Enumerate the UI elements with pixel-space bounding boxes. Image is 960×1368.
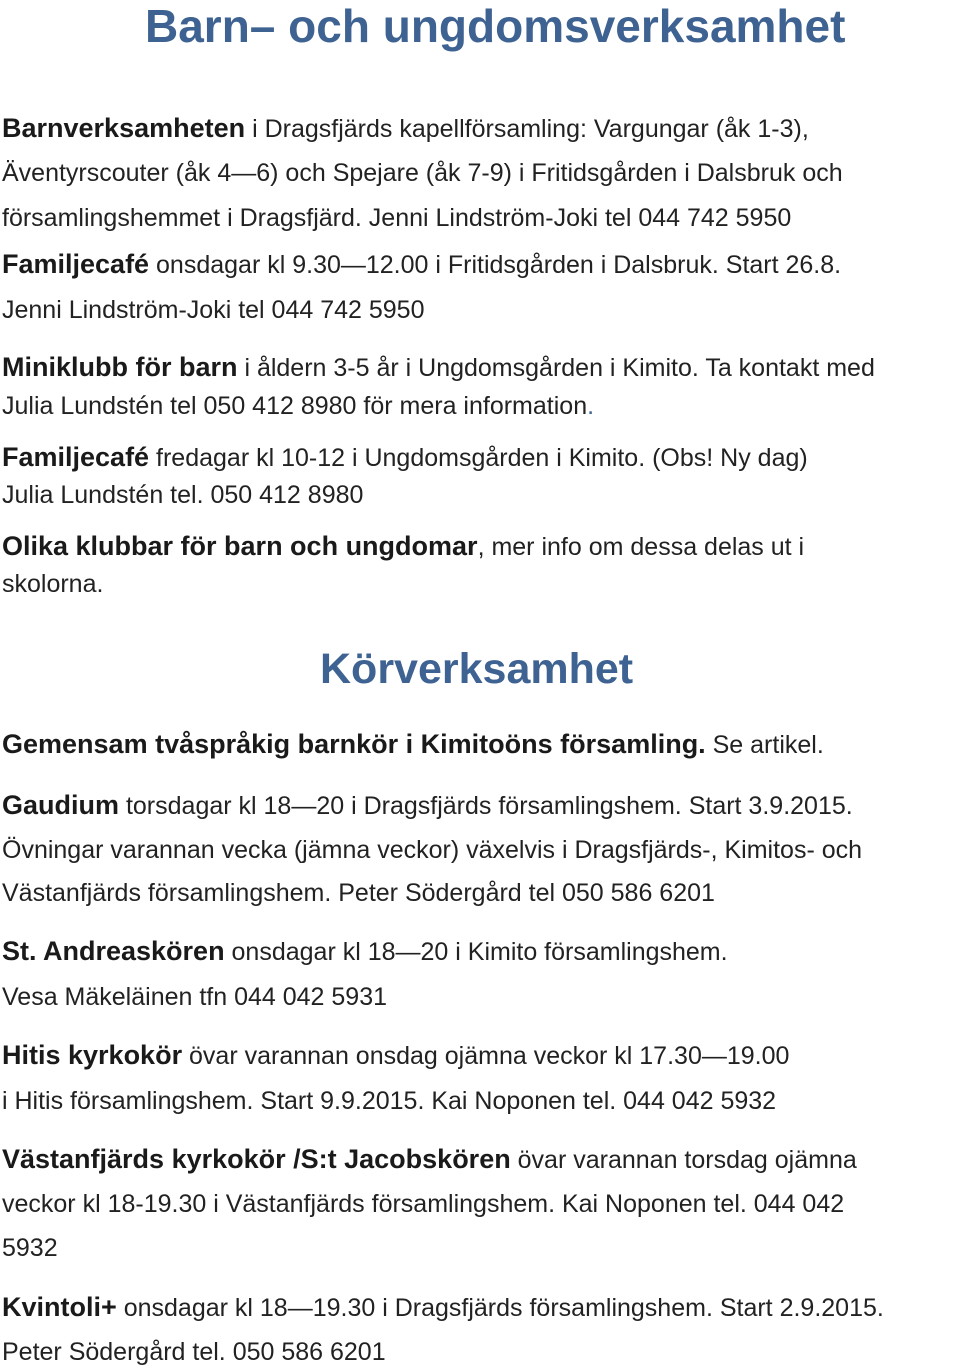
paragraph-barnverksamheten-line-2: Äventyrscouter (åk 4—6) och Spejare (åk 7-9) i Fritidsgården i Dalsbruk och — [2, 159, 843, 187]
paragraph-familjecafe-onsdag-line-1 — [2, 248, 841, 281]
paragraph-st-andreaskoren-line-1 — [2, 935, 728, 968]
paragraph-gaudium-line-3: Västanfjärds församlingshem. Peter Södergård tel 050 586 6201 — [2, 879, 715, 907]
text: fredagar kl 10-12 i Ungdomsgården i Kimito. (Obs! Ny dag) — [149, 444, 808, 472]
label-miniklubb: Miniklubb för barn — [2, 352, 238, 382]
text: onsdagar kl 9.30—12.00 i Fritidsgården i Dalsbruk. Start 26.8. — [149, 251, 842, 279]
paragraph-hitis-kyrkokor-line-1 — [2, 1039, 789, 1072]
text-period: . — [587, 392, 595, 420]
text: Julia Lundstén tel 050 412 8980 för mera information — [2, 392, 588, 420]
paragraph-miniklubb-line-2 — [2, 390, 594, 422]
paragraph-familjecafe-onsdag-line-2: Jenni Lindström-Joki tel 044 742 5950 — [2, 296, 425, 324]
text: i åldern 3-5 år i Ungdomsgården i Kimito. Ta kontakt med — [237, 354, 875, 382]
paragraph-vastanfjards-kyrkokor-line-2: veckor kl 18-19.30 i Västanfjärds församlingshem. Kai Noponen tel. 044 042 — [2, 1190, 845, 1218]
paragraph-barnverksamheten-line-1 — [2, 112, 809, 145]
label-familjecafe: Familjecafé — [2, 249, 150, 279]
paragraph-olika-klubbar-line-2: skolorna. — [2, 570, 104, 598]
text: onsdagar kl 18—19.30 i Dragsfjärds församlingshem. Start 2.9.2015. — [116, 1294, 884, 1322]
heading-barn-och-ungdomsverksamhet: Barn– och ungdomsverksamhet — [145, 0, 846, 52]
text: , mer info om dessa delas ut i — [477, 533, 805, 561]
label-olika-klubbar: Olika klubbar för barn och ungdomar — [2, 531, 478, 561]
label-st-andreaskoren: St. Andreaskören — [2, 936, 225, 966]
label-vastanfjards-kyrkokor: Västanfjärds kyrkokör /S:t Jacobskören — [2, 1144, 511, 1174]
paragraph-hitis-kyrkokor-line-2: i Hitis församlingshem. Start 9.9.2015. Kai Noponen tel. 044 042 5932 — [2, 1087, 777, 1115]
label-gaudium: Gaudium — [2, 790, 120, 820]
text: Se artikel. — [705, 731, 824, 759]
label-gemensam-barnkor: Gemensam tvåspråkig barnkör i Kimitoöns församling. — [2, 729, 706, 759]
paragraph-gemensam-barnkor — [2, 728, 824, 761]
paragraph-st-andreaskoren-line-2: Vesa Mäkeläinen tfn 044 042 5931 — [2, 983, 388, 1011]
paragraph-gaudium-line-2: Övningar varannan vecka (jämna veckor) växelvis i Dragsfjärds-, Kimitos- och — [2, 836, 863, 864]
paragraph-familjecafe-fredag-line-2: Julia Lundstén tel. 050 412 8980 — [2, 481, 364, 509]
paragraph-kvintoli-line-2: Peter Södergård tel. 050 586 6201 — [2, 1338, 386, 1366]
label-familjecafe: Familjecafé — [2, 442, 150, 472]
text: övar varannan torsdag ojämna — [510, 1146, 857, 1174]
label-barnverksamheten: Barnverksamheten — [2, 113, 246, 143]
paragraph-familjecafe-fredag-line-1 — [2, 441, 808, 474]
paragraph-gaudium-line-1 — [2, 789, 853, 822]
paragraph-olika-klubbar-line-1 — [2, 530, 804, 563]
text: torsdagar kl 18—20 i Dragsfjärds församlingshem. Start 3.9.2015. — [119, 792, 853, 820]
paragraph-vastanfjards-kyrkokor-line-1 — [2, 1143, 857, 1176]
paragraph-barnverksamheten-line-3: församlingshemmet i Dragsfjärd. Jenni Lindström-Joki tel 044 742 5950 — [2, 204, 792, 232]
label-hitis-kyrkokor: Hitis kyrkokör — [2, 1040, 183, 1070]
text: i Dragsfjärds kapellförsamling: Vargungar (åk 1-3), — [245, 115, 809, 143]
label-kvintoli: Kvintoli+ — [2, 1292, 117, 1322]
text: övar varannan onsdag ojämna veckor kl 17.30—19.00 — [182, 1042, 790, 1070]
text: onsdagar kl 18—20 i Kimito församlingshem. — [224, 938, 728, 966]
paragraph-vastanfjards-kyrkokor-line-3: 5932 — [2, 1234, 58, 1262]
paragraph-miniklubb-line-1 — [2, 351, 875, 384]
paragraph-kvintoli-line-1 — [2, 1291, 884, 1324]
heading-korverksamhet: Körverksamhet — [320, 645, 634, 693]
